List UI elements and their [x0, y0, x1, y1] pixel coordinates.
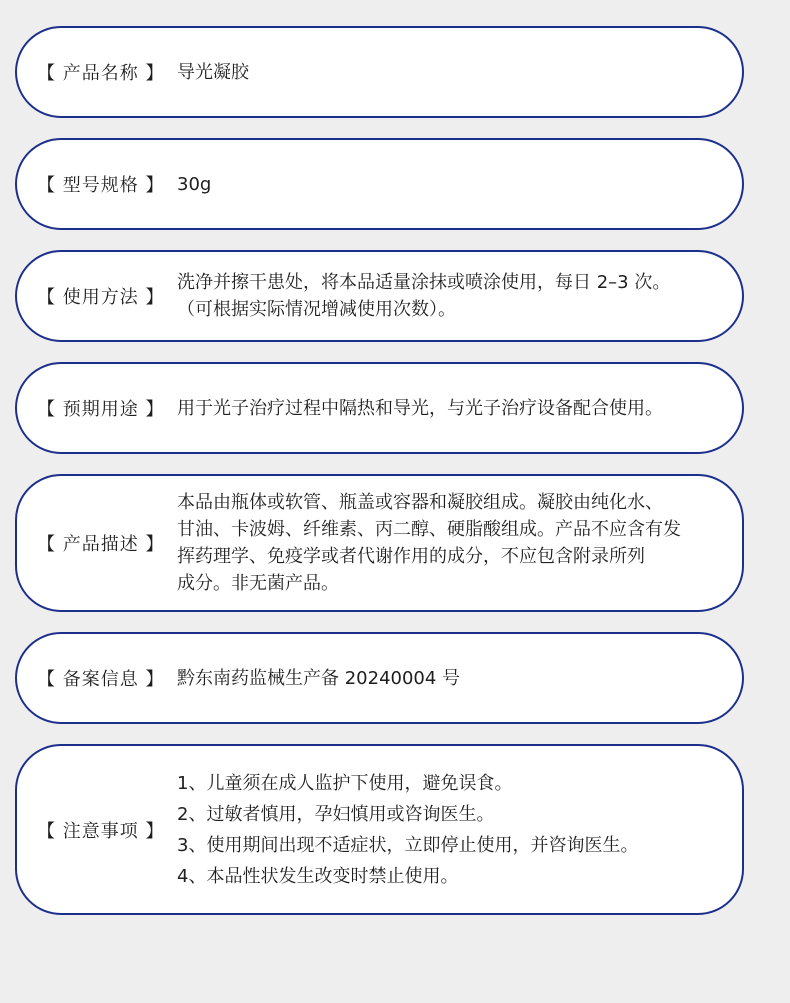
product-name-card [15, 26, 744, 118]
usage-method-line: （可根据实际情况增减使用次数）。 [177, 299, 456, 320]
precautions-label: 【 注意事项 】 [37, 820, 165, 842]
product-name-label: 【 产品名称 】 [37, 63, 165, 84]
product-description-line: 本品由瓶体或软管、瓶盖或容器和凝胶组成。凝胶由纯化水、 [177, 492, 663, 513]
precautions-line: 2、过敏者慎用，孕妇慎用或咨询医生。 [177, 803, 495, 825]
product-description-value [177, 489, 724, 597]
product-description-card [15, 474, 744, 612]
model-spec-line: 30g [177, 173, 212, 195]
intended-use-label: 【 预期用途 】 [37, 399, 165, 420]
model-spec-card [15, 138, 744, 230]
intended-use-line: 用于光子治疗过程中隔热和导光，与光子治疗设备配合使用。 [177, 397, 663, 419]
product-name-value [177, 59, 724, 86]
intended-use-card [15, 362, 744, 454]
product-description-line: 挥药理学、免疫学或者代谢作用的成分，不应包含附录所列 [177, 546, 645, 567]
registration-info-value [177, 665, 724, 692]
usage-method-line: 洗净并擦干患处，将本品适量涂抹或喷涂使用，每日 2–3 次。 [177, 272, 671, 293]
model-spec-label: 【 型号规格 】 [37, 175, 165, 196]
usage-method-label: 【 使用方法 】 [37, 287, 165, 308]
intended-use-value [177, 395, 724, 422]
precautions-value [177, 768, 724, 892]
product-description-label: 【 产品描述 】 [37, 534, 165, 555]
product-description-line: 成分。非无菌产品。 [177, 573, 339, 594]
registration-info-label: 【 备案信息 】 [37, 669, 165, 690]
product-name-line: 导光凝胶 [177, 61, 249, 83]
usage-method-value [177, 269, 724, 323]
precautions-line: 1、儿童须在成人监护下使用，避免误食。 [177, 772, 513, 794]
model-spec-value [177, 171, 724, 198]
precautions-card [15, 744, 744, 915]
usage-method-card [15, 250, 744, 342]
registration-info-line: 黔东南药监械生产备 20240004 号 [177, 667, 461, 689]
precautions-line: 3、使用期间出现不适症状，立即停止使用，并咨询医生。 [177, 834, 639, 856]
precautions-line: 4、本品性状发生改变时禁止使用。 [177, 865, 459, 887]
product-description-line: 甘油、卡波姆、纤维素、丙二醇、硬脂酸组成。产品不应含有发 [177, 519, 681, 540]
registration-info-card [15, 632, 744, 724]
